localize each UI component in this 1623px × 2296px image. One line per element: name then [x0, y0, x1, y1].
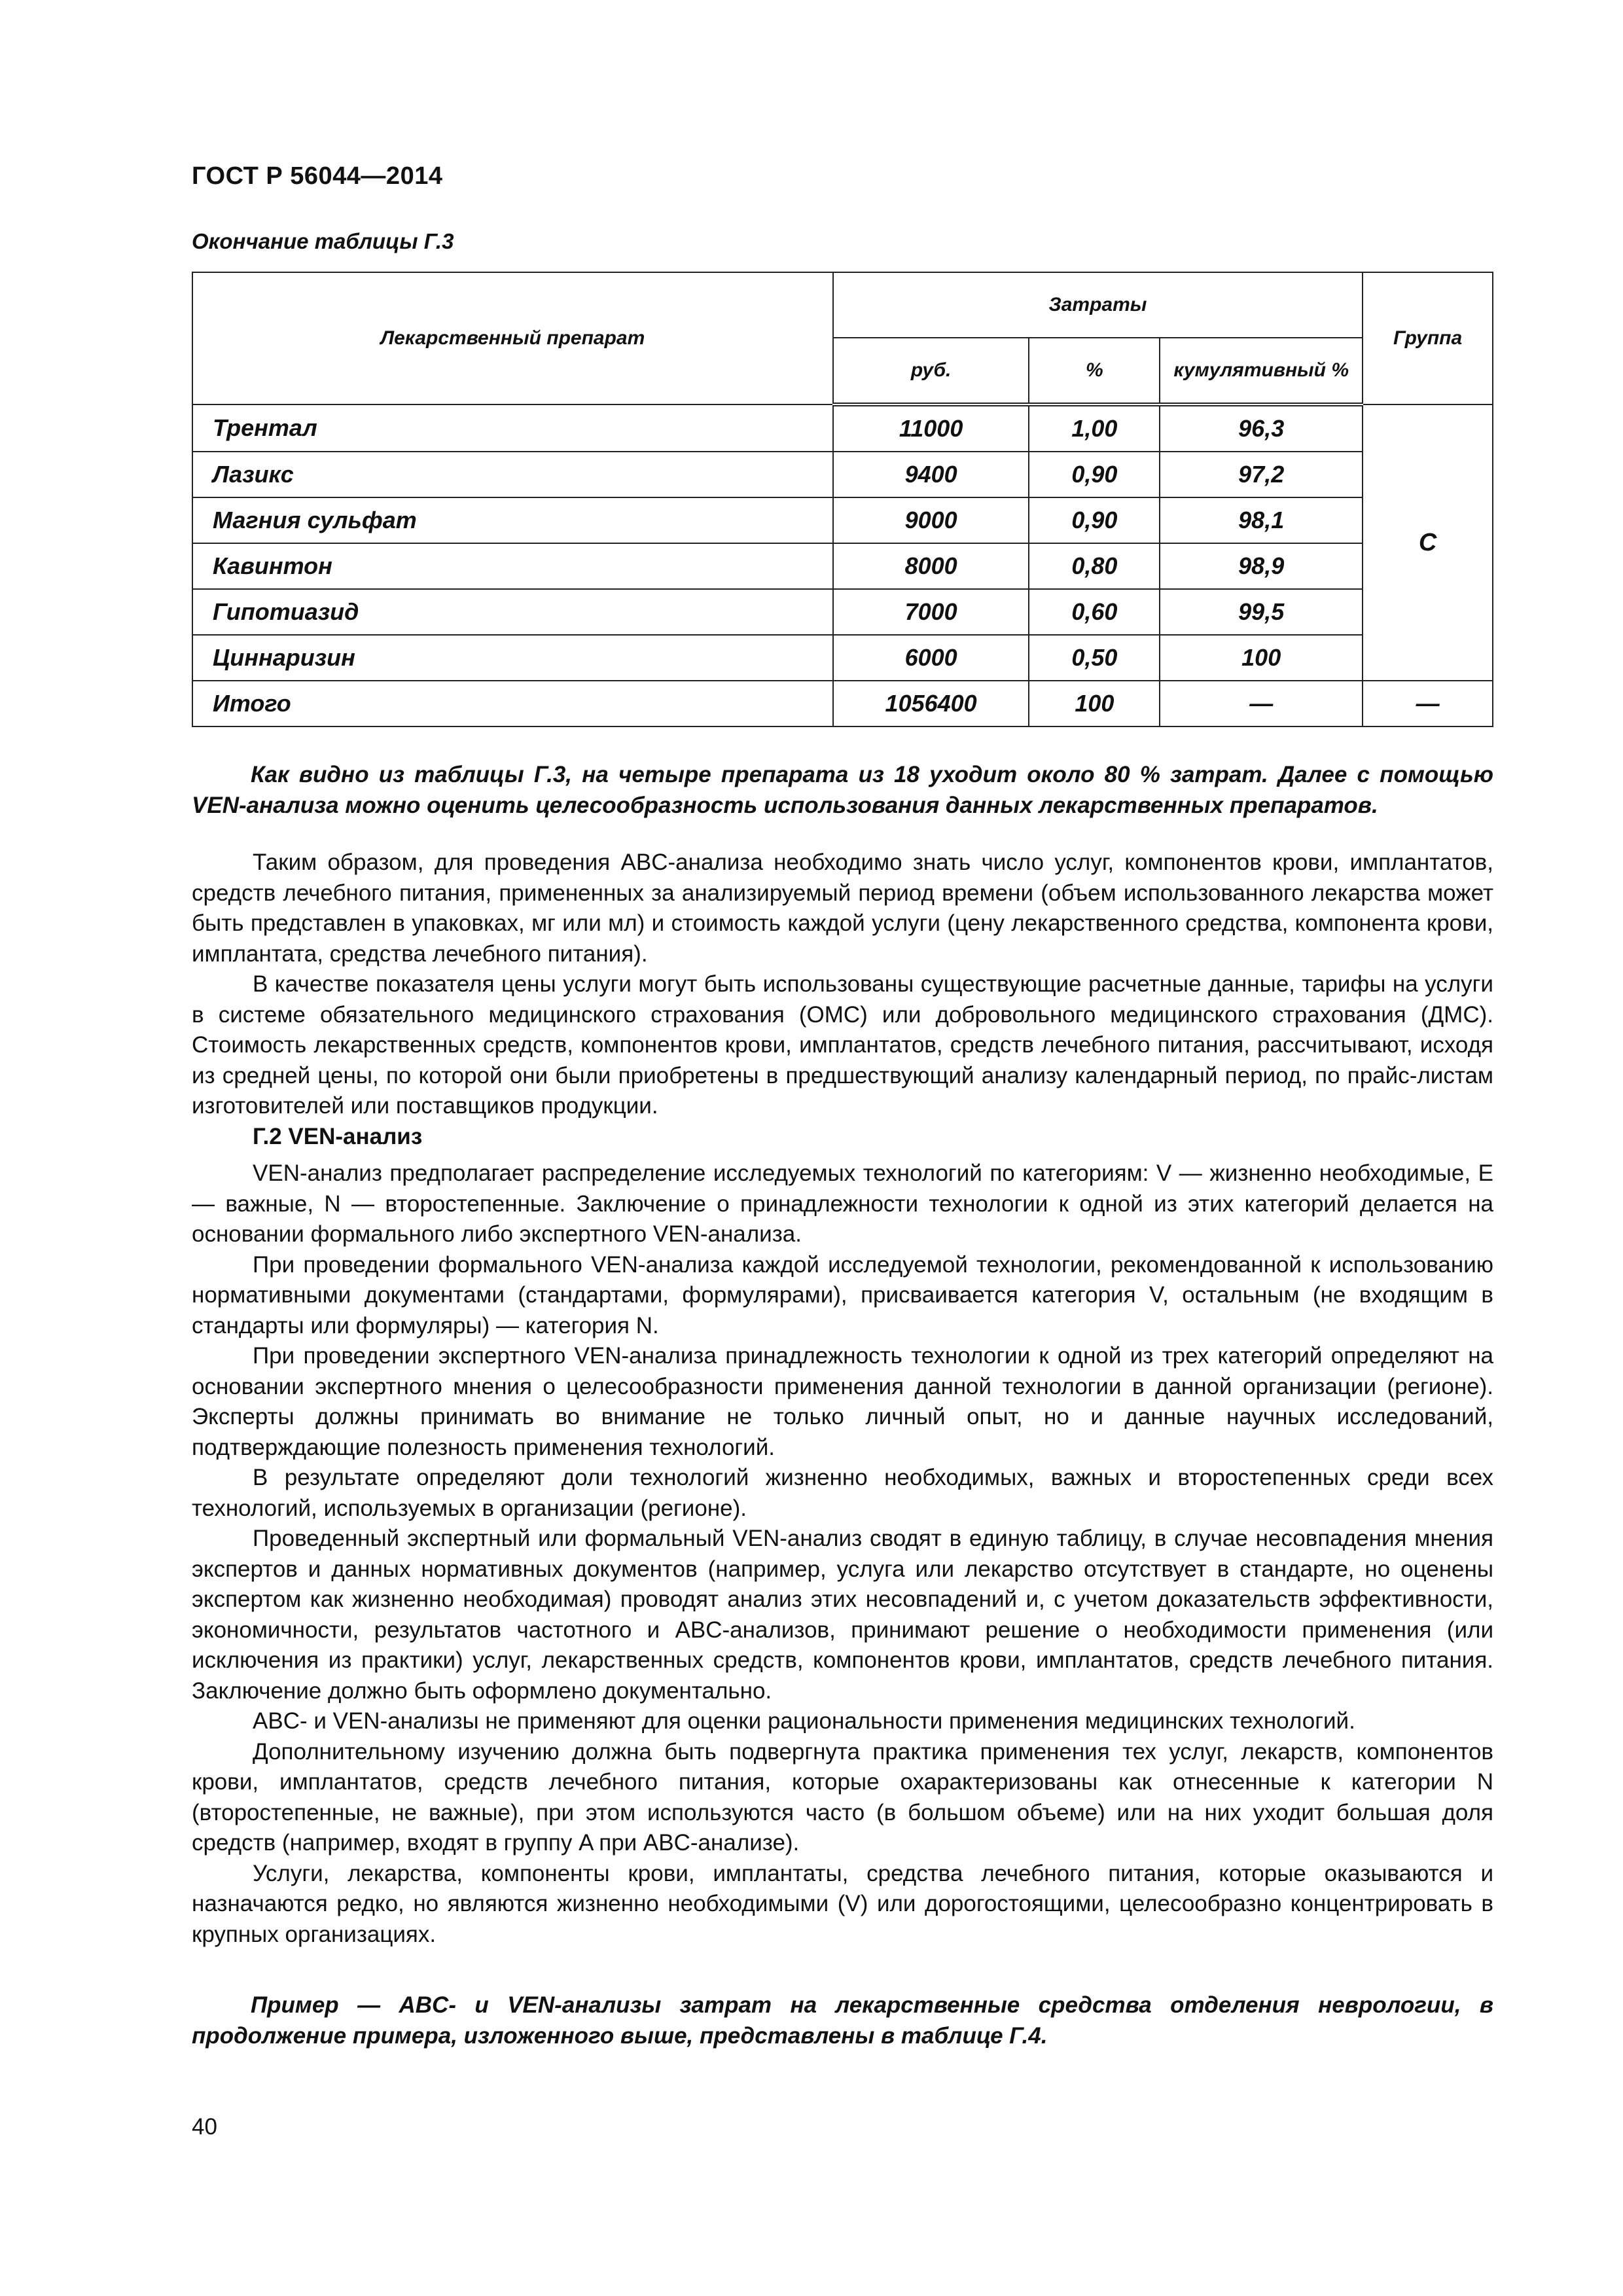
body-text-abc	[192, 848, 1493, 1122]
note-abc-result: Как видно из таблицы Г.3, на четыре препарата из 18 уходит около 80 % затрат. Далее с помощью VEN-анализа можно оценить целесообразность использования данных лекарственных препаратов.	[192, 762, 1493, 818]
cost-cumulative: 98,1	[1160, 497, 1363, 543]
cost-cumulative: 99,5	[1160, 589, 1363, 635]
paragraph: Проведенный экспертный или формальный VEN-анализ сводят в единую таблицу, в случае несовпадения мнения экспертов и данных нормативных документов (например, услуга или лекарство отсутствует в стандарте, но оценены экспертом как жизненно необходимая) проводят анализ этих несовпадений и, с учетом доказательств эффективности, экономичности, результатов частотного и ABC-анализов, принимают решение о необходимости применения (или исключения из практики) услуг, лекарственных средств, компонентов крови, имплантатов, средств лечебного питания. Заключение должно быть оформлено документально.	[192, 1526, 1493, 1704]
paragraph: ABC- и VEN-анализы не применяют для оценки рациональности применения медицинских технологий.	[253, 1708, 1355, 1734]
cost-rub: 7000	[833, 589, 1029, 635]
total-pct: 100	[1029, 681, 1160, 726]
cost-pct: 0,90	[1029, 452, 1160, 497]
cost-pct: 0,90	[1029, 497, 1160, 543]
total-rub: 1056400	[833, 681, 1029, 726]
table-row	[192, 452, 1493, 497]
table-row	[192, 635, 1493, 681]
drug-name: Магния сульфат	[192, 497, 833, 543]
header-group: Группа	[1363, 272, 1493, 404]
paragraph: В результате определяют доли технологий жизненно необходимых, важных и второстепенных среди всех технологий, используемых в организации (регионе).	[192, 1465, 1493, 1521]
cost-pct: 0,60	[1029, 589, 1160, 635]
drug-name: Гипотиазид	[192, 589, 833, 635]
table-row	[192, 404, 1493, 452]
header-pct: %	[1029, 338, 1160, 404]
page-header: ГОСТ Р 56044—2014	[192, 162, 443, 190]
cost-pct: 1,00	[1029, 404, 1160, 452]
paragraph: VEN-анализ предполагает распределение исследуемых технологий по категориям: V — жизненно необходимые, E — важные, N — второстепенные. Заключение о принадлежности технологии к одной из этих категорий делается на основании формального либо экспертного VEN-анализа.	[192, 1160, 1493, 1247]
paragraph: Таким образом, для проведения ABC-анализа необходимо знать число услуг, компонентов крови, имплантатов, средств лечебного питания, примененных за анализируемый период времени (объем использованного лекарства может быть представлен в упаковках, мг или мл) и стоимость каждой услуги (цену лекарственного средства, компонента крови, имплантата, средства лечебного питания).	[192, 850, 1493, 967]
drug-name: Трентал	[192, 404, 833, 452]
cost-rub: 8000	[833, 543, 1029, 589]
paragraph: В качестве показателя цены услуги могут быть использованы существующие расчетные данные, тарифы на услуги в системе обязательного медицинского страхования (ОМС) или добровольного медицинского страхования (ДМС). Стоимость лекарственных средств, компонентов крови, имплантатов, средств лечебного питания, рассчитывают, исходя из средней цены, по которой они были приобретены в предшествующий анализу календарный период, по прайс-листам изготовителей или поставщиков продукции.	[192, 971, 1493, 1119]
body-text-ven	[192, 1158, 1493, 1950]
cost-pct: 0,80	[1029, 543, 1160, 589]
note-example: Пример — ABC- и VEN-анализы затрат на лекарственные средства отделения неврологии, в продолжение примера, изложенного выше, представлены в таблице Г.4.	[192, 1992, 1493, 2049]
total-label: Итого	[192, 681, 833, 726]
drug-name: Циннаризин	[192, 635, 833, 681]
total-cumulative: —	[1160, 681, 1363, 726]
table-caption: Окончание таблицы Г.3	[192, 229, 454, 253]
table-total-row	[192, 681, 1493, 726]
cost-rub: 11000	[833, 404, 1029, 452]
section-title: Г.2 VEN-анализ	[253, 1124, 423, 1149]
cost-rub: 9000	[833, 497, 1029, 543]
total-group: —	[1363, 681, 1493, 726]
paragraph: Услуги, лекарства, компоненты крови, имплантаты, средства лечебного питания, которые оказываются и назначаются редко, но являются жизненно необходимыми (V) или дорогостоящими, целесообразно концентрировать в крупных организациях.	[192, 1860, 1493, 1947]
table-row	[192, 589, 1493, 635]
table-row	[192, 497, 1493, 543]
paragraph: Дополнительному изучению должна быть подвергнута практика применения тех услуг, лекарств, компонентов крови, имплантатов, средств лечебного питания, которые охарактеризованы как отнесенные к категории N (второстепенные, не важные), при этом используются часто (в большом объеме) или на них уходит большая доля средств (например, входят в группу A при ABC-анализе).	[192, 1738, 1493, 1856]
paragraph: При проведении формального VEN-анализа каждой исследуемой технологии, рекомендованной к использованию нормативными документами (стандартами, формулярами), присваивается категория V, остальным (не входящим в стандарты или формуляры) — категория N.	[192, 1251, 1493, 1338]
group-cell: С	[1363, 404, 1493, 681]
header-costs: Затраты	[833, 272, 1363, 338]
cost-cumulative: 96,3	[1160, 404, 1363, 452]
header-cumulative: кумулятивный %	[1160, 338, 1363, 404]
cost-pct: 0,50	[1029, 635, 1160, 681]
cost-rub: 6000	[833, 635, 1029, 681]
cost-rub: 9400	[833, 452, 1029, 497]
drug-name: Кавинтон	[192, 543, 833, 589]
page-number: 40	[192, 2114, 217, 2140]
header-rub: руб.	[833, 338, 1029, 404]
paragraph: При проведении экспертного VEN-анализа принадлежность технологии к одной из трех категорий определяют на основании экспертного мнения о целесообразности применения данной технологии в данной организации (регионе). Эксперты должны принимать во внимание не только личный опыт, но и данные научных исследований, подтверждающие полезность применения технологий.	[192, 1343, 1493, 1460]
cost-cumulative: 97,2	[1160, 452, 1363, 497]
cost-cumulative: 100	[1160, 635, 1363, 681]
cost-table	[192, 272, 1493, 727]
cost-cumulative: 98,9	[1160, 543, 1363, 589]
header-drug: Лекарственный препарат	[192, 272, 833, 404]
drug-name: Лазикс	[192, 452, 833, 497]
table-row	[192, 543, 1493, 589]
